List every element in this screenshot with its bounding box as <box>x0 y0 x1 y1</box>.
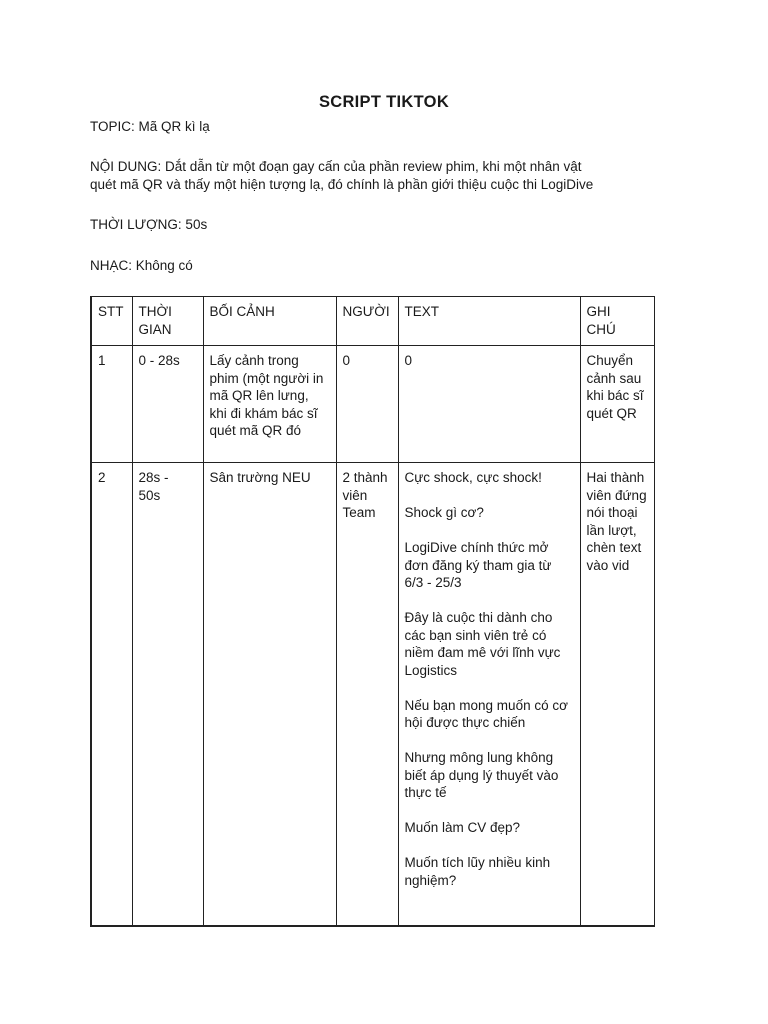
cell-stt: 2 <box>91 463 132 927</box>
script-table <box>90 296 655 927</box>
cell-note: Chuyển cảnh sau khi bác sĩ quét QR <box>580 346 654 463</box>
cell-note: Hai thành viên đứng nói thoại lần lượt, chèn text vào vid <box>580 463 654 927</box>
duration-line: THỜI LƯỢNG: 50s <box>90 217 208 232</box>
dialogue-line: Đây là cuộc thi dành cho các bạn sinh viên trẻ có niềm đam mê với lĩnh vực Logistics <box>404 610 561 678</box>
table-row <box>91 463 654 927</box>
dialogue-line: Muốn làm CV đẹp? <box>404 820 521 835</box>
cell-scene: Lấy cảnh trong phim (một người in mã QR lên lưng, khi đi khám bác sĩ quét mã QR đó <box>203 346 336 463</box>
header-note <box>580 297 654 346</box>
topic-line: TOPIC: Mã QR kì lạ <box>90 119 210 134</box>
cell-time: 0 - 28s <box>132 346 203 463</box>
cell-person: 0 <box>336 346 398 463</box>
header-time <box>132 297 203 346</box>
dialogue-line: Cực shock, cực shock! <box>404 470 542 485</box>
cell-time-line-1: 28s - <box>138 470 169 485</box>
table-row <box>91 346 654 463</box>
table-header-row <box>91 297 654 346</box>
header-note-line-2: CHÚ <box>586 321 616 337</box>
content-description <box>90 158 690 194</box>
page-title: SCRIPT TIKTOK <box>318 93 450 111</box>
header-time-line-1: THỜI <box>138 304 172 319</box>
dialogue-line: Nếu bạn mong muốn có cơ hội được thực chiến <box>404 697 568 730</box>
content-line-2: quét mã QR và thấy một hiện tượng lạ, đó chính là phần giới thiệu cuộc thi LogiDive <box>90 177 594 192</box>
header-stt: STT <box>91 297 132 346</box>
cell-time <box>132 463 203 927</box>
cell-text <box>398 463 580 927</box>
header-text: TEXT <box>398 297 580 346</box>
cell-stt: 1 <box>91 346 132 463</box>
header-note-line-1: GHI <box>586 304 611 319</box>
header-time-line-2: GIAN <box>138 321 172 337</box>
header-person: NGƯỜI <box>336 297 398 346</box>
header-scene: BỐI CẢNH <box>203 297 336 346</box>
cell-text: 0 <box>398 346 580 463</box>
cell-time-line-2: 50s <box>138 487 161 503</box>
cell-person: 2 thành viên Team <box>336 463 398 927</box>
dialogue-line: Muốn tích lũy nhiều kinh nghiệm? <box>404 855 551 888</box>
dialogue-line: Shock gì cơ? <box>404 505 484 520</box>
music-line: NHẠC: Không có <box>90 258 193 273</box>
content-line-1: NỘI DUNG: Dắt dẫn từ một đoạn gay cấn của phần review phim, khi một nhân vật <box>90 159 582 174</box>
dialogue-line: Nhưng mông lung không biết áp dụng lý thuyết vào thực tế <box>404 750 559 800</box>
dialogue-line: LogiDive chính thức mở đơn đăng ký tham gia từ 6/3 - 25/3 <box>404 540 552 590</box>
cell-scene: Sân trường NEU <box>203 463 336 927</box>
